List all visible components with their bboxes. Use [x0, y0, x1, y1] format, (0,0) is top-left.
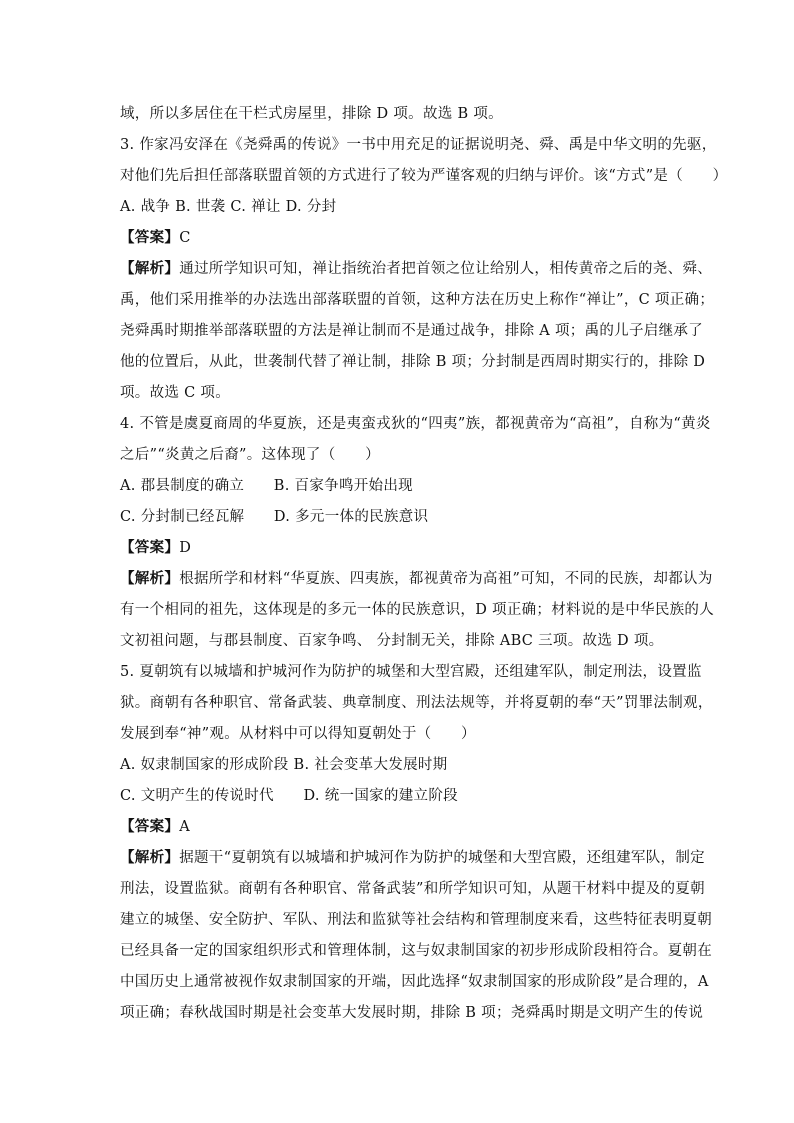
question-3: [120, 132, 728, 411]
analysis-line: 刑法，设置监狱。商朝有各种职官、常备武装”和所学知识可知，从题干材料中提及的夏朝: [120, 881, 705, 897]
analysis-label: 【解析】: [120, 260, 180, 277]
analysis-line: 他的位置后，从此，世袭制代替了禅让制，排除 B 项；分封制是西周时期实行的，排除 D: [120, 354, 706, 370]
analysis-text: 根据所学和材料“华夏族、四夷族，都视黄帝为高祖”可知，不同的民族，却都认为: [179, 571, 713, 587]
continued-analysis-line: 域，所以多居住在干栏式房屋里，排除 D 项。故选 B 项。: [120, 106, 503, 122]
question-stem-line: 对他们先后担任部落联盟首领的方式进行了较为严谨客观的归纳与评价。该“方式”是（ ）: [120, 168, 728, 184]
analysis-line: [120, 566, 713, 597]
analysis-line: 禹，他们采用推举的办法选出部落联盟的首领，这种方法在历史上称作“禅让”，C 项正确；: [120, 292, 715, 308]
question-stem-line: 3. 作家冯安泽在《尧舜禹的传说》一书中用充足的证据说明尧、舜、禹是中华文明的先驱，: [120, 137, 717, 153]
answer-label: 【答案】: [120, 539, 180, 556]
answer-value: C: [179, 230, 191, 246]
options-line: A. 郡县制度的确立 B. 百家争鸣开始出现: [120, 478, 413, 494]
question-5: [120, 659, 713, 1031]
options-line: C. 文明产生的传说时代 D. 统一国家的建立阶段: [120, 788, 458, 804]
analysis-label: 【解析】: [120, 849, 180, 866]
question-4: [120, 411, 715, 659]
answer-label: 【答案】: [120, 818, 180, 835]
question-stem-line: 发展到奉“神”观。从材料中可以得知夏朝处于（ ）: [120, 726, 476, 742]
analysis-line: 尧舜禹时期推举部落联盟的方法是禅让制而不是通过战争，排除 A 项；禹的儿子启继承了: [120, 323, 703, 339]
analysis-line: 建立的城堡、安全防护、军队、刑法和监狱等社会结构和管理制度来看，这些特征表明夏朝: [120, 912, 712, 928]
options-line: C. 分封制已经瓦解 D. 多元一体的民族意识: [120, 509, 429, 525]
analysis-text: 据题干“夏朝筑有以城墙和护城河作为防护的城堡和大型宫殿，还组建军队，制定: [179, 850, 705, 866]
options-line: A. 战争 B. 世袭 C. 禅让 D. 分封: [120, 199, 337, 215]
answer-line: [120, 814, 680, 845]
question-stem-line: 5. 夏朝筑有以城墙和护城河作为防护的城堡和大型宫殿，还组建军队，制定刑法，设置监: [120, 664, 702, 680]
analysis-label: 【解析】: [120, 570, 180, 587]
analysis-text: 通过所学知识可知，禅让指统治者把首领之位让给别人，相传黄帝之后的尧、舜、: [179, 261, 712, 277]
analysis-line: 项。故选 C 项。: [120, 385, 231, 401]
analysis-line: 中国历史上通常被视作奴隶制国家的开端，因此选择“奴隶制国家的形成阶段”是合理的，A: [120, 974, 709, 990]
question-stem-line: 之后”“炎黄之后裔”。这体现了（ ）: [120, 447, 380, 463]
question-stem-line: 狱。商朝有各种职官、常备武装、典章制度、刑法法规等，并将夏朝的奉“天”罚罪法制观，: [120, 695, 713, 711]
analysis-line: [120, 256, 712, 287]
analysis-line: 文初祖问题，与郡县制度、百家争鸣、 分封制无关，排除 ABC 三项。故选 D 项。: [120, 633, 664, 649]
document-content: [120, 101, 728, 1031]
analysis-line: 已经具备一定的国家组织形式和管理体制，这与奴隶制国家的初步形成阶段相符合。夏朝在: [120, 943, 712, 959]
answer-value: A: [179, 819, 190, 835]
analysis-line: [120, 845, 705, 876]
answer-line: [120, 225, 680, 256]
answer-label: 【答案】: [120, 229, 180, 246]
options-line: A. 奴隶制国家的形成阶段 B. 社会变革大发展时期: [120, 757, 448, 773]
answer-line: [120, 535, 680, 566]
analysis-line: 项正确；春秋战国时期是社会变革大发展时期，排除 B 项；尧舜禹时期是文明产生的传说: [120, 1005, 704, 1021]
question-stem-line: 4. 不管是虞夏商周的华夏族，还是夷蛮戎狄的“四夷”族，都视黄帝为“高祖”，自称为“黄炎: [120, 416, 711, 432]
answer-value: D: [179, 540, 192, 556]
analysis-line: 有一个相同的祖先，这体现是的多元一体的民族意识，D 项正确；材料说的是中华民族的人: [120, 602, 715, 618]
